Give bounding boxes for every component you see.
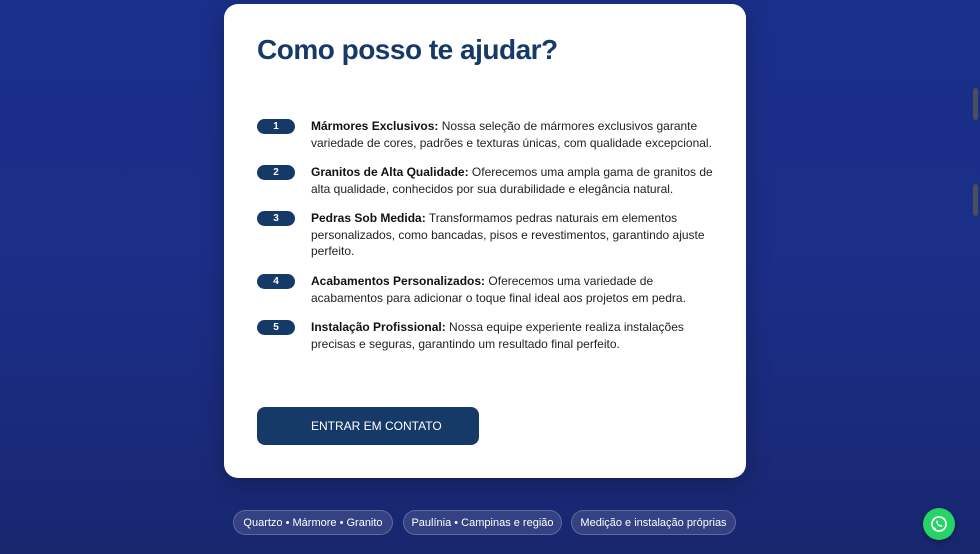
whatsapp-button[interactable] [923, 508, 955, 540]
service-description [311, 273, 715, 306]
service-body: Nossa equipe experiente realiza instalações precisas e seguras, garantindo um resultado final perfeito. [311, 320, 684, 351]
service-description [311, 319, 715, 352]
service-title: Pedras Sob Medida: [311, 211, 426, 225]
service-body: Oferecemos uma variedade de acabamentos para adicionar o toque final ideal aos projetos em pedra. [311, 274, 686, 305]
number-badge: 4 [257, 274, 295, 289]
service-title: Granitos de Alta Qualidade: [311, 165, 469, 179]
service-description [311, 164, 715, 197]
service-title: Mármores Exclusivos: [311, 119, 439, 133]
service-body: Nossa seleção de mármores exclusivos garante variedade de cores, padrões e texturas únicas, com qualidade excepcional. [311, 119, 712, 150]
number-badge: 3 [257, 211, 295, 226]
number-badge: 1 [257, 119, 295, 134]
service-title: Instalação Profissional: [311, 320, 446, 334]
tag-services: Medição e instalação próprias [571, 510, 736, 535]
tag-materials: Quartzo • Mármore • Granito [233, 510, 393, 535]
service-title: Acabamentos Personalizados: [311, 274, 486, 288]
service-description [311, 210, 715, 260]
contact-button[interactable]: ENTRAR EM CONTATO [257, 407, 479, 445]
number-badge: 2 [257, 165, 295, 180]
tag-location: Paulínia • Campinas e região [403, 510, 562, 535]
service-body: Oferecemos uma ampla gama de granitos de alta qualidade, conhecidos por sua durabilidade e elegância natural. [311, 165, 713, 196]
whatsapp-icon [929, 514, 949, 534]
page-title: Como posso te ajudar? [257, 34, 558, 65]
services-card [224, 4, 746, 478]
number-badge: 5 [257, 320, 295, 335]
service-description [311, 118, 715, 151]
page-scrollbar[interactable] [970, 0, 980, 554]
service-body: Transformamos pedras naturais em elementos personalizados, como bancadas, pisos e revestimentos, garantindo ajuste perfeito. [311, 211, 705, 258]
scrollbar-thumb[interactable] [973, 88, 978, 120]
scrollbar-thumb-secondary[interactable] [973, 184, 978, 216]
